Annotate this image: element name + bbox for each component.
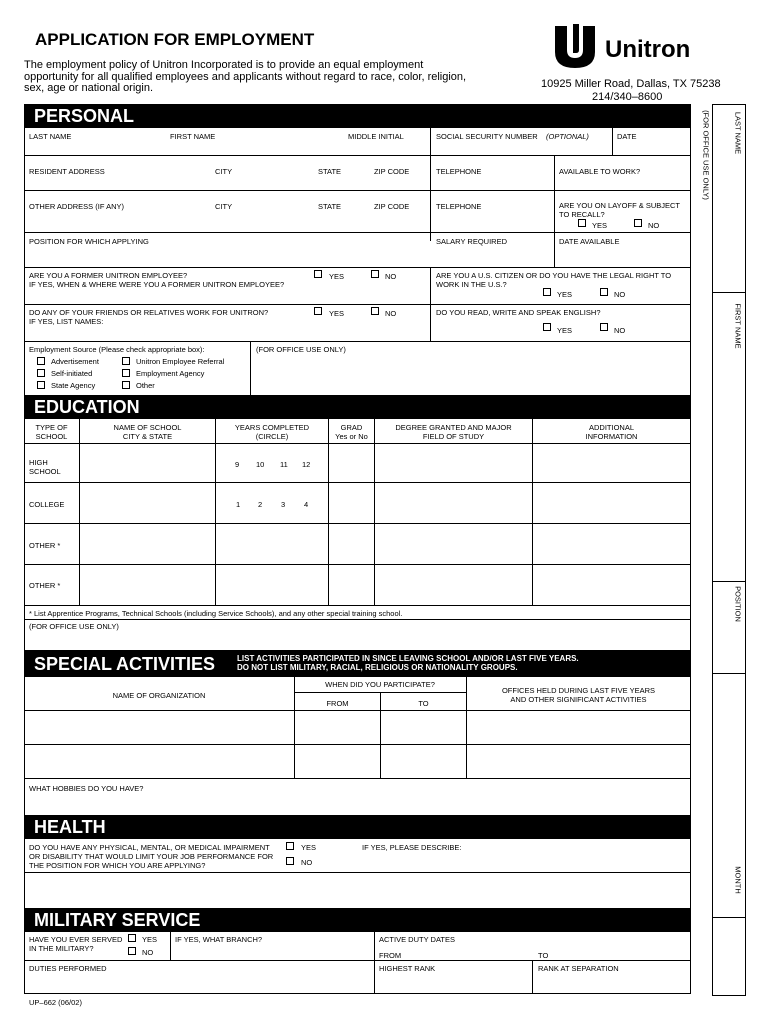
divider (24, 564, 691, 565)
former-no-label: NO (385, 272, 397, 281)
active-duty-label: ACTIVE DUTY DATES (379, 935, 455, 944)
other-school-label-2: OTHER * (29, 581, 61, 590)
highest-rank-label: HIGHEST RANK (379, 964, 436, 973)
english-label: DO YOU READ, WRITE AND SPEAK ENGLISH? (436, 308, 601, 317)
divider (250, 341, 251, 395)
rank-separation-label: RANK AT SEPARATION (538, 964, 619, 973)
ssn-optional-label: (OPTIONAL) (546, 132, 589, 141)
military-yes-label: YES (142, 935, 158, 944)
source-referral-checkbox[interactable] (122, 357, 130, 365)
friends-no-checkbox[interactable] (371, 307, 379, 315)
first-name-label: FIRST NAME (170, 132, 216, 141)
date-label: DATE (617, 132, 637, 141)
activities-note: LIST ACTIVITIES PARTICIPATED IN SINCE LEAVING SCHOOL AND/OR LAST FIVE YEARS. DO NOT LIST MILITARY, RACIAL, RELIGIOUS OR NATIONALITY GROUPS. (237, 654, 579, 672)
citizen-yes-label: YES (557, 290, 573, 299)
college-year-3[interactable]: 3 (281, 500, 286, 509)
source-agency-checkbox[interactable] (122, 369, 130, 377)
form-bottom-border (24, 993, 691, 994)
military-branch-label: IF YES, WHAT BRANCH? (175, 935, 263, 944)
divider (24, 304, 691, 305)
divider (24, 872, 691, 873)
source-other-label: Other (136, 381, 155, 390)
divider (24, 523, 691, 524)
to-header: TO (418, 699, 429, 708)
form-code: UP–662 (06/02) (29, 998, 82, 1007)
education-banner: EDUCATION (24, 395, 691, 419)
salary-label: SALARY REQUIRED (436, 237, 507, 246)
divider (24, 778, 691, 779)
health-question: DO YOU HAVE ANY PHYSICAL, MENTAL, OR MEDICAL IMPAIRMENT OR DISABILITY THAT WOULD LIMIT YOUR JOB PERFORMANCE FOR THE POSITION FOR WHICH YOU ARE APPLYING? (29, 843, 274, 870)
sidebar-month-label: MONTH (733, 866, 743, 894)
edu-footnote: * List Apprentice Programs, Technical Schools (including Service Schools), and any other special training school. (29, 609, 403, 618)
divider (554, 155, 555, 268)
page-title: APPLICATION FOR EMPLOYMENT (35, 30, 315, 49)
edu-grad-header: GRAD Yes or No (335, 423, 368, 441)
health-describe-label: IF YES, PLEASE DESCRIBE: (362, 843, 462, 852)
health-yes-checkbox[interactable] (286, 842, 294, 850)
college-year-4[interactable]: 4 (304, 500, 309, 509)
high-school-label: HIGH SCHOOL (29, 458, 61, 476)
friends-label: DO ANY OF YOUR FRIENDS OR RELATIVES WORK FOR UNITRON? IF YES, LIST NAMES: (29, 308, 269, 326)
office-use-sidebar (712, 104, 746, 996)
divider (24, 619, 691, 620)
source-self-checkbox[interactable] (37, 369, 45, 377)
divider (24, 710, 691, 711)
hs-year-10[interactable]: 10 (256, 460, 265, 469)
city-label-2: CITY (215, 202, 233, 211)
source-other-checkbox[interactable] (122, 381, 130, 389)
hs-year-11[interactable]: 11 (280, 460, 288, 469)
military-served-label: HAVE YOU EVER SERVED IN THE MILITARY? (29, 935, 123, 953)
form-right-border (690, 104, 691, 994)
layoff-yes-checkbox[interactable] (578, 219, 586, 227)
citizen-yes-checkbox[interactable] (543, 288, 551, 296)
divider (24, 443, 691, 444)
source-agency-label: Employment Agency (136, 369, 205, 378)
divider (79, 419, 80, 605)
health-yes-label: YES (301, 843, 317, 852)
ssn-label: SOCIAL SECURITY NUMBER (436, 132, 538, 141)
edu-years-header: YEARS COMPLETED (CIRCLE) (234, 423, 310, 441)
state-label: STATE (318, 167, 342, 176)
former-yes-label: YES (329, 272, 345, 281)
source-advertisement-label: Advertisement (51, 357, 99, 366)
layoff-yes-label: YES (592, 221, 608, 230)
edu-additional-header: ADDITIONAL INFORMATION (585, 423, 638, 441)
hobbies-label: WHAT HOBBIES DO YOU HAVE? (29, 784, 144, 793)
english-yes-checkbox[interactable] (543, 323, 551, 331)
zip-label-2: ZIP CODE (374, 202, 410, 211)
middle-initial-label: MIDDLE INITIAL (348, 132, 404, 141)
hs-year-12[interactable]: 12 (302, 460, 311, 469)
policy-text: The employment policy of Unitron Incorporated is to provide an equal employment opportunity for all qualified employees and applicants without regard to race, color, religion, sex, age or national origin. (24, 59, 467, 94)
divider (532, 419, 533, 605)
divider (328, 419, 329, 605)
divider (532, 960, 533, 993)
city-label: CITY (215, 167, 233, 176)
friends-yes-label: YES (329, 309, 345, 318)
divider (170, 932, 171, 960)
source-state-checkbox[interactable] (37, 381, 45, 389)
english-no-checkbox[interactable] (600, 323, 608, 331)
form-left-border (24, 104, 25, 994)
zip-label: ZIP CODE (374, 167, 410, 176)
active-to-label: TO (538, 951, 549, 960)
former-no-checkbox[interactable] (371, 270, 379, 278)
duties-label: DUTIES PERFORMED (29, 964, 107, 973)
english-yes-label: YES (557, 326, 573, 335)
edu-degree-header: DEGREE GRANTED AND MAJOR FIELD OF STUDY (395, 423, 512, 441)
health-banner: HEALTH (24, 815, 691, 839)
divider (215, 419, 216, 605)
logo-wordmark: Unitron (605, 36, 691, 63)
sidebar-office-label: (FOR OFFICE USE ONLY) (701, 110, 711, 200)
source-referral-label: Unitron Employee Referral (136, 357, 225, 366)
layoff-no-checkbox[interactable] (634, 219, 642, 227)
personal-banner: PERSONAL (24, 104, 691, 128)
employment-source-label: Employment Source (Please check appropriate box): (29, 345, 205, 354)
org-name-header: NAME OF ORGANIZATION (112, 691, 206, 700)
citizen-no-checkbox[interactable] (600, 288, 608, 296)
health-no-checkbox[interactable] (286, 857, 294, 865)
divider (24, 267, 691, 268)
unitron-logo-icon (553, 22, 603, 70)
date-available-label: DATE AVAILABLE (559, 237, 620, 246)
other-school-label-1: OTHER * (29, 541, 61, 550)
divider (430, 128, 431, 241)
offices-header: OFFICES HELD DURING LAST FIVE YEARS AND OTHER SIGNIFICANT ACTIVITIES (501, 686, 656, 704)
military-banner: MILITARY SERVICE (24, 908, 691, 932)
last-name-label: LAST NAME (29, 132, 72, 141)
other-address-label: OTHER ADDRESS (IF ANY) (29, 202, 125, 211)
layoff-no-label: NO (648, 221, 660, 230)
divider (24, 155, 691, 156)
college-label: COLLEGE (29, 500, 65, 509)
divider (713, 917, 745, 918)
divider (24, 605, 691, 606)
college-year-2[interactable]: 2 (258, 500, 263, 509)
edu-office-use-label: (FOR OFFICE USE ONLY) (29, 622, 119, 631)
friends-yes-checkbox[interactable] (314, 307, 322, 315)
activities-banner: SPECIAL ACTIVITIES LIST ACTIVITIES PARTICIPATED IN SINCE LEAVING SCHOOL AND/OR LAST FIVE YEARS. DO NOT LIST MILITARY, RACIAL, RELIGIOUS OR NATIONALITY GROUPS. (24, 650, 691, 677)
company-phone: 214/340–8600 (592, 91, 663, 103)
layoff-label: ARE YOU ON LAYOFF & SUBJECT TO RECALL? (559, 201, 680, 219)
military-no-checkbox[interactable] (128, 947, 136, 955)
available-label: AVAILABLE TO WORK? (559, 167, 641, 176)
position-label: POSITION FOR WHICH APPLYING (29, 237, 149, 246)
citizen-label: ARE YOU A U.S. CITIZEN OR DO YOU HAVE THE LEGAL RIGHT TO WORK IN THE U.S.? (436, 271, 672, 289)
divider (612, 128, 613, 155)
military-yes-checkbox[interactable] (128, 934, 136, 942)
active-from-label: FROM (379, 951, 402, 960)
divider (24, 744, 691, 745)
hs-year-9[interactable]: 9 (235, 460, 240, 469)
when-participate-header: WHEN DID YOU PARTICIPATE? (325, 680, 435, 689)
from-header: FROM (326, 699, 349, 708)
telephone-label-2: TELEPHONE (436, 202, 482, 211)
resident-address-label: RESIDENT ADDRESS (29, 167, 105, 176)
former-employee-label: ARE YOU A FORMER UNITRON EMPLOYEE? IF YES, WHEN & WHERE WERE YOU A FORMER UNITRON EMPLOYEE? (29, 271, 285, 289)
state-label-2: STATE (318, 202, 342, 211)
divider (713, 292, 745, 293)
source-state-label: State Agency (51, 381, 96, 390)
english-no-label: NO (614, 326, 626, 335)
telephone-label: TELEPHONE (436, 167, 482, 176)
sidebar-position-label: POSITION (733, 586, 743, 622)
edu-type-header: TYPE OF SCHOOL (35, 423, 68, 441)
divider (24, 482, 691, 483)
edu-name-header: NAME OF SCHOOL CITY & STATE (113, 423, 182, 441)
former-yes-checkbox[interactable] (314, 270, 322, 278)
company-address: 10925 Miller Road, Dallas, TX 75238 (541, 78, 721, 90)
office-use-label: (FOR OFFICE USE ONLY) (256, 345, 346, 354)
friends-no-label: NO (385, 309, 397, 318)
military-no-label: NO (142, 948, 154, 957)
sidebar-last-name-label: LAST NAME (733, 111, 743, 155)
divider (24, 190, 691, 191)
divider (24, 341, 691, 342)
divider (24, 232, 691, 233)
divider (374, 419, 375, 605)
sidebar-first-name-label: FIRST NAME (733, 303, 743, 349)
divider (713, 673, 745, 674)
health-no-label: NO (301, 858, 313, 867)
source-self-label: Self-initiated (51, 369, 93, 378)
unitron-logo (553, 22, 713, 72)
citizen-no-label: NO (614, 290, 626, 299)
divider (24, 960, 691, 961)
source-advertisement-checkbox[interactable] (37, 357, 45, 365)
divider (713, 581, 745, 582)
divider (374, 932, 375, 993)
college-year-1[interactable]: 1 (236, 500, 241, 509)
